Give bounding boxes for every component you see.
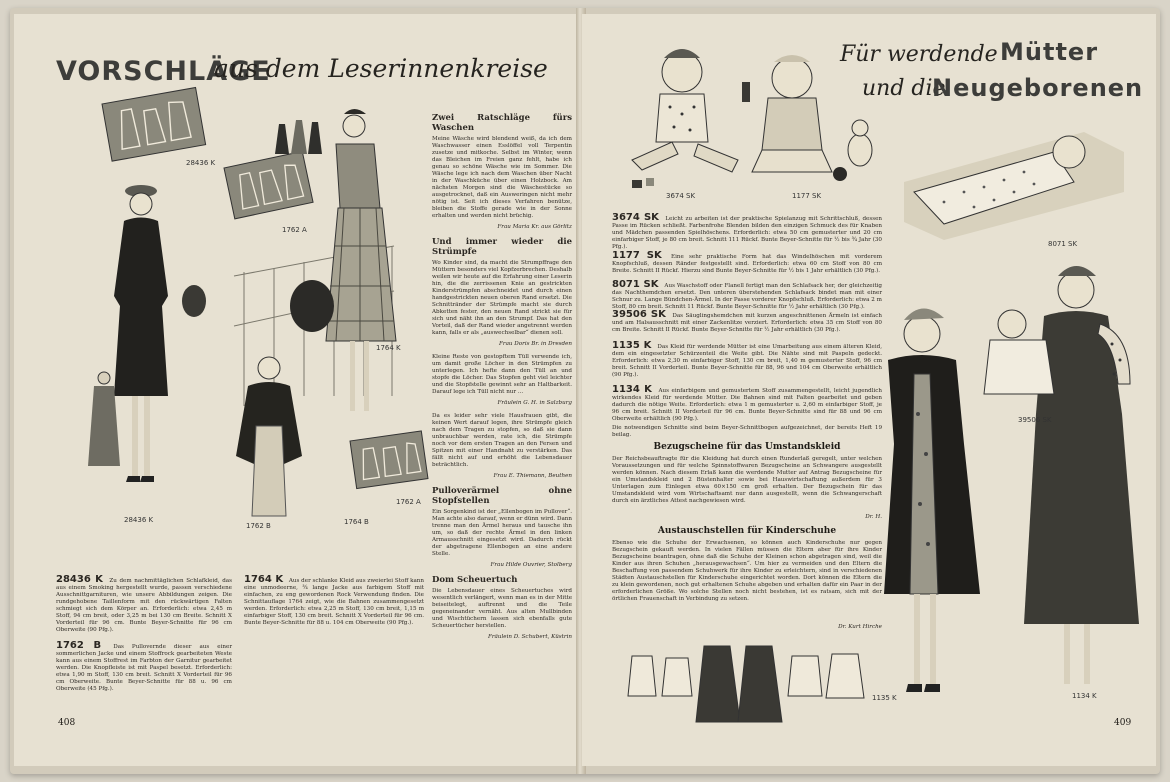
section-signature-bezugscheine: Dr. H.: [865, 514, 882, 520]
entry-code: 8071 SK: [612, 279, 659, 290]
left-headline-script: aus dem Leserinnenkreise: [214, 54, 548, 83]
entry-code: 1134 K: [612, 384, 652, 395]
fig-label-1764k: 1764 K: [376, 344, 401, 352]
entry-text: Das Pullovernde dieser aus einer sommerlichen Jacke und einem Stoffrock gearbeiteten Weste kann aus einem Stoffrest im Farbton der Garnitur gearbeitet werden. Die Knopfleiste ist mit Paspel besetzt. Erforderlich: etwa 1,90 m Stoff, 130 cm breit. Schnitt X Vorderteil für 96 cm Oberweite. Bunte Beyer-Schnitte für 88 u. 96 cm Oberweite (45 Pfg.).: [56, 644, 232, 692]
entry-text: Das Kleid für werdende Mütter ist eine Umarbeitung aus einem älteren Kleid, dem ein eingesetzter Schürzenteil die Weite gibt. Die Nähte sind mit Paspeln gedeckt. Erforderlich: etwa 2,30 m einfarbiger Stoff, 130 cm breit, 1,40 m gemusterter Stoff, 96 cm breit. Schnitt II Vorderteil. Bunte Beyer-Schnitte für 88, 96 und 104 cm Oberweite erhältlich (90 Pfg.).: [612, 344, 882, 378]
article-title-pullover: Pulloverärmel ohne Stopfstellen: [432, 486, 572, 506]
pattern-sketches: [622, 636, 872, 726]
entry-code: 1764 K: [244, 574, 284, 585]
entry-1764k: [244, 576, 424, 722]
article-title-stockings: Und immer wieder die Strümpfe: [432, 237, 572, 257]
article-signature-scheuertuch: Fräulein D. Schubert, Küstrin: [488, 634, 572, 640]
fig-label-1762a-top: 1762 A: [282, 226, 307, 234]
article-body-stockings: Wo Kinder sind, da macht die Strumpffrage den Müttern besonders viel Kopfzerbrechen. Deshalb weilen wir heute auf die Erfahrung einer Leserin hin, die die zerrissenen Knie an gestrickten Kinderstrümpfen abschneidet und durch einen handgestrickten neuen oberen Rand ersetzt. Die Schnittränder der Strümpfe macht sie durch Abketten fester, den neuen Rand strickt sie für sich und näht ihn an den Strumpf. Das hat den Vorteil, daß der Rand wieder angetrennt werden kann, falls er als „auswechselbar“ dienen soll.: [432, 260, 572, 336]
fig-label-28436k: 28436 K: [186, 159, 216, 167]
figure-woman-dark-suit: [114, 185, 206, 482]
section-title-bezugscheine: Bezugscheine für das Umstandskleid: [653, 442, 841, 452]
entry-code: 39506 SK: [612, 309, 666, 320]
entry-1134k: [612, 386, 882, 422]
entry-text: Eine sehr praktische Form hat das Windelhöschen mit vorderem Knopfschluß, dessen Ränder festgestellt sind. Erforderlich: etwa 60 cm Stoff von 80 cm Breite. Schnitt II Rückf. Hierzu sind Bunte Beyer-Schnitte für ½ bis 1 Jahr erhältlich (30 Pfg.).: [612, 254, 883, 274]
article-signature-pullover: Frau Hilde Ouvrier, Stolberg: [490, 562, 572, 568]
article-signature-tulle: Fräulein G. H. in Salzburg: [497, 400, 572, 406]
right-headline-script-2: und die: [862, 76, 946, 101]
section-body-austauschstellen: Ebenso wie die Schuhe der Erwachsenen, so können auch Kinderschuhe nur gegen Bezugschein gekauft werden. In vielen Fällen müssen die Eltern aber für ihre Kinder Bezugscheine beantragen, ohne daß die Schuhe der Kleinen schon abgetragen sind, weil die Kinder aus ihren Schuhen „herausgewachsen“. Um hier zu vermeiden und den Eltern die Beschaffung von passendem Schuhwerk für ihre Kinder zu erleichtern, sind in verschiedenen Städten Austauschstellen für Kinderschuhe eingerichtet worden. Dort können die Eltern die zu klein gewordenen, noch gut erhaltenen Schuhe abgeben und erhalten dafür ein Paar in der erforderlichen Größe. Wo solche Stellen noch nicht bestehen, ist es ratsam, sich mit der örtlichen Frauenschaft in Verbindung zu setzen.: [612, 540, 882, 602]
fig-label-1135k: 1135 K: [872, 694, 897, 702]
article-body-scheuertuch: Die Lebensdauer eines Scheuertuches wird wesentlich verlängert, wenn man es in der Mitte beiseitelegt, auftrennt und die Teile gegeneinander vernäht. Aus alten Mullbinden und Wischtüchern lassen sich ebenfalls gute Scheuertücher herstellen.: [432, 588, 572, 629]
left-headline-caps: VORSCHLÄGE: [56, 56, 271, 87]
right-headline-bold-1: Mütter: [1000, 38, 1099, 66]
figure-mother-dark-dress: [884, 308, 980, 692]
pattern-sheet-1: [102, 88, 206, 162]
entry-39506sk: [612, 311, 882, 339]
fig-label-3674sk: 3674 SK: [666, 192, 696, 200]
section-signature-austauschstellen: Dr. Kurt Hirche: [838, 624, 882, 630]
article-title-scheuertuch: Dom Scheuertuch: [432, 575, 518, 585]
small-figures-top: [275, 120, 322, 154]
article-body-darning: Da es leider sehr viele Hausfrauen gibt, die keinen Wert darauf legen, ihre Strümpfe gleich nach dem Tragen zu stopfen, so daß sie dann unbrauchbar werden, rate ich, die Strümpfe noch vor dem ersten Tragen an den Fersen und Spitzen mit einer Handnaht zu verstärken. Das fällt nicht auf und erhöht die Lebensdauer beträchtlich.: [432, 413, 572, 468]
fig-label-1762a-bottom: 1762 A: [396, 498, 421, 506]
fig-label-39506sk: 39506 SK: [1018, 416, 1052, 424]
children-illustration: [612, 32, 882, 192]
pattern-sheet-3: [350, 431, 428, 489]
entry-text: Zu dem nachmittäglichen Schlafkleid, das aus einem Smoking hergestellt wurde, passen verschiedene Ausschnittgarnituren, wie unsere Abbildungen zeigen. Die rundgehobene Taillenform mit den rückwärtigen Falten schmiegt sich dem Körper an. Erforderlich: etwa 2,45 m Stoff, 94 cm breit, oder 3,25 m bei 130 cm Breite. Schnitt X Vorderteil für 96 cm. Bunte Beyer-Schnitte für 96 cm Oberweite (90 Pfg.).: [56, 578, 232, 633]
section-title-austauschstellen: Austauschstellen für Kinderschuhe: [657, 526, 837, 536]
entry-code: 3674 SK: [612, 212, 659, 223]
entry-code: 1135 K: [612, 340, 652, 351]
article-title-washing: Zwei Ratschläge fürs Waschen: [432, 113, 572, 133]
child-playsuit: [632, 49, 750, 172]
section-body-bezugscheine: Der Reichsbeauftragte für die Kleidung hat durch einen Runderlaß geregelt, unter welchen Voraussetzungen und für welche Spinnstoffwaren Bezugscheine an Schwangere ausgestellt werden können. Nach diesem Erlaß kann die werdende Mutter auf Antrag Bezugscheine für ein Umstandskleid und 2 Büstenhalter sowie bei Hauswirtschaftung außerdem für 3 Unterlagen zum Einlegen etwa 60×150 cm groß erhalten. Der Bezugschein für das Umstandskleid wird vom Wirtschaftsamt nur dann ausgestellt, wenn die Schwangerschaft durch ein ärztliches Attest nachgewiesen wird.: [612, 456, 882, 504]
article-body-washing: Meine Wäsche wird blendend weiß, da ich dem Waschwasser einen Esslöffel voll Terpentin zusetze und mitkoche. Selbst im Winter, wenn das Bleichen im Freien ganz fehlt, habe ich genau so schöne Wäsche wie im Sommer. Die Wäsche lege ich nach dem Waschen über Nacht in der Waschküche über einen Holzbock. Am nächsten Morgen sind die Wäschestücke so ausgetrocknet, daß ein Ausweringen nicht mehr nötig ist. Seit ich dieses Verfahren benütze, bleiben die Stoffe gerade wie in der Sonne erhalten und werden nicht brüchig.: [432, 136, 572, 219]
fig-label-1762b: 1762 B: [246, 522, 271, 530]
entry-code: 28436 K: [56, 574, 103, 585]
article-signature-washing: Frau Maria Kr. aus Görlitz: [497, 224, 572, 230]
baby-sleepingbag-illustration: [884, 112, 1154, 242]
magazine-spread: [10, 8, 1160, 774]
entry-code: 1177 SK: [612, 250, 662, 261]
article-body-pullover: Ein Sorgenkind ist der „Ellenbogen im Pullover“. Man achte also darauf, wenn er dünn wird. Dann trenne man den Ärmel heraus und tausche ihn um, so daß der rechte Ärmel in den linken Armausschnitt eingesetzt wird. Dadurch rückt der abgetragene Ellenbogen an eine andere Stelle.: [432, 509, 572, 557]
entry-3674sk: [612, 214, 882, 250]
figure-mother-with-baby: [984, 266, 1139, 684]
fig-label-1134k: 1134 K: [1072, 692, 1097, 700]
pattern-note: Die notwendigen Schnitte sind beim Beyer-Schnittbogen aufgezeichnet, der bereits Heft 19 beilag.: [612, 425, 882, 438]
article-signature-darning: Frau E. Thiemann, Beuthen: [493, 473, 572, 479]
fashion-illustration: [44, 96, 424, 536]
entry-text: Leicht zu arbeiten ist der praktische Spielanzug mit Schrittschluß, dessen Passe im Rücken schließt. Farbenfrohe Blenden bilden den einzigen Schmuck des für Knaben und Mädchen passenden Spielhöschens. Erforderlich: etwa 50 cm gemusterter und 20 cm einfarbiger Stoff, je 80 cm breit. Schnitt 111 Rückf. Bunte Beyer-Schnitte für ½ bis ¾ Jahr (30 Pfg.).: [612, 216, 882, 250]
child-romper: [752, 55, 847, 181]
article-signature-stockings: Frau Doris Br. in Dresden: [499, 341, 572, 347]
fig-label-1177sk: 1177 SK: [792, 192, 822, 200]
figure-woman-plaid-skirt: [290, 109, 396, 411]
left-article-column: [432, 110, 572, 720]
page-number-left: 408: [58, 718, 76, 728]
entry-1177sk: [612, 252, 882, 280]
page-number-right: 409: [1114, 718, 1132, 728]
cat-figure: [848, 120, 872, 166]
entry-1135k: [612, 342, 882, 384]
entry-28436k: [56, 576, 232, 638]
fig-label-28436k-bottom: 28436 K: [124, 516, 154, 524]
entry-text: Das Säuglingshemdchen mit kurzen angeschnittenen Ärmeln ist einfach und am Halsausschnitt mit einer Zackenlitze verziert. Erforderlich: etwa 35 cm Stoff von 80 cm Breite. Schnitt II Rückf. Bunte Beyer-Schnitte für ½ Jahr erhältlich (30 Pfg.).: [612, 313, 882, 333]
entry-text: Aus Waschstoff oder Flanell fertigt man den Schlafsack her, der gleichzeitig das Nachthemdchen ersetzt. Den unteren überstehenden Schlafsack bindet man mit einer Schnur zu. Lange Bündchen-Ärmel. In der Passe vorderer Knopfschluß. Erforderlich: etwa 2 m Stoff, 80 cm breit. Schnitt 11 Rückf. Bunte Beyer-Schnitte für ½ Jahr erhältlich (30 Pfg.).: [612, 283, 882, 310]
right-page: [582, 14, 1156, 766]
entry-code: 1762 B: [56, 640, 102, 651]
fig-label-8071sk: 8071 SK: [1048, 240, 1078, 248]
entry-text: Aus einfarbigem und gemustertem Stoff zusammengestellt, leicht jugendlich wirkendes Kleid für werdende Mütter. Die Bahnen sind mit Falten gearbeitet und geben dadurch die nötige Weite. Erforderlich: etwa 1 m gemusterter u. 2,60 m einfarbiger Stoff, je 96 cm breit. Schnitt II Vorderteil für 96 cm. Bunte Beyer-Schnitte sind für 88 und 96 cm Oberweite erhältlich (90 Pfg.).: [612, 388, 883, 422]
article-body-tulle: Kleine Reste von gestopftem Tüll verwende ich, um damit große Löcher in den Strümpfen zu unterlegen. Ich hefte dann den Tüll an und stopfe die Löcher. Das Stopfen geht viel leichter und die Stopfstelle gewinnt sehr an Haltbarkeit. Darauf lege ich Tüll nicht nur ...: [432, 354, 572, 395]
mothers-illustration: [864, 264, 1154, 744]
left-page: [14, 14, 580, 766]
fig-label-1764b: 1764 B: [344, 518, 369, 526]
right-headline-script-1: Für werdende: [840, 42, 998, 67]
figure-woman-bolero: [236, 357, 302, 516]
right-headline-bold-2: Neugeborenen: [932, 74, 1144, 102]
entry-1762b: [56, 642, 232, 722]
entry-8071sk: [612, 281, 882, 309]
pattern-sheet-2: [224, 151, 313, 218]
entry-text: Aus der schlanke Kleid aus zweierlei Stoff kann eine unmodeerne, ¾ lange Jacke aus farbigem Stoff mit einfachen, zu eng gewordenen Rock Verwendung finden. Die Schnittauflage 1764 zeigt, wie die Bahnen zusammengesetzt werden. Erforderlich: etwa 2,25 m Stoff, 130 cm breit, 1,15 m einfarbiger Stoff, 130 cm breit. Schnitt X Vorderteil für 96 cm. Bunte Beyer-Schnitte für 88 u. 104 cm Oberweite (90 Pfg.).: [244, 578, 425, 626]
